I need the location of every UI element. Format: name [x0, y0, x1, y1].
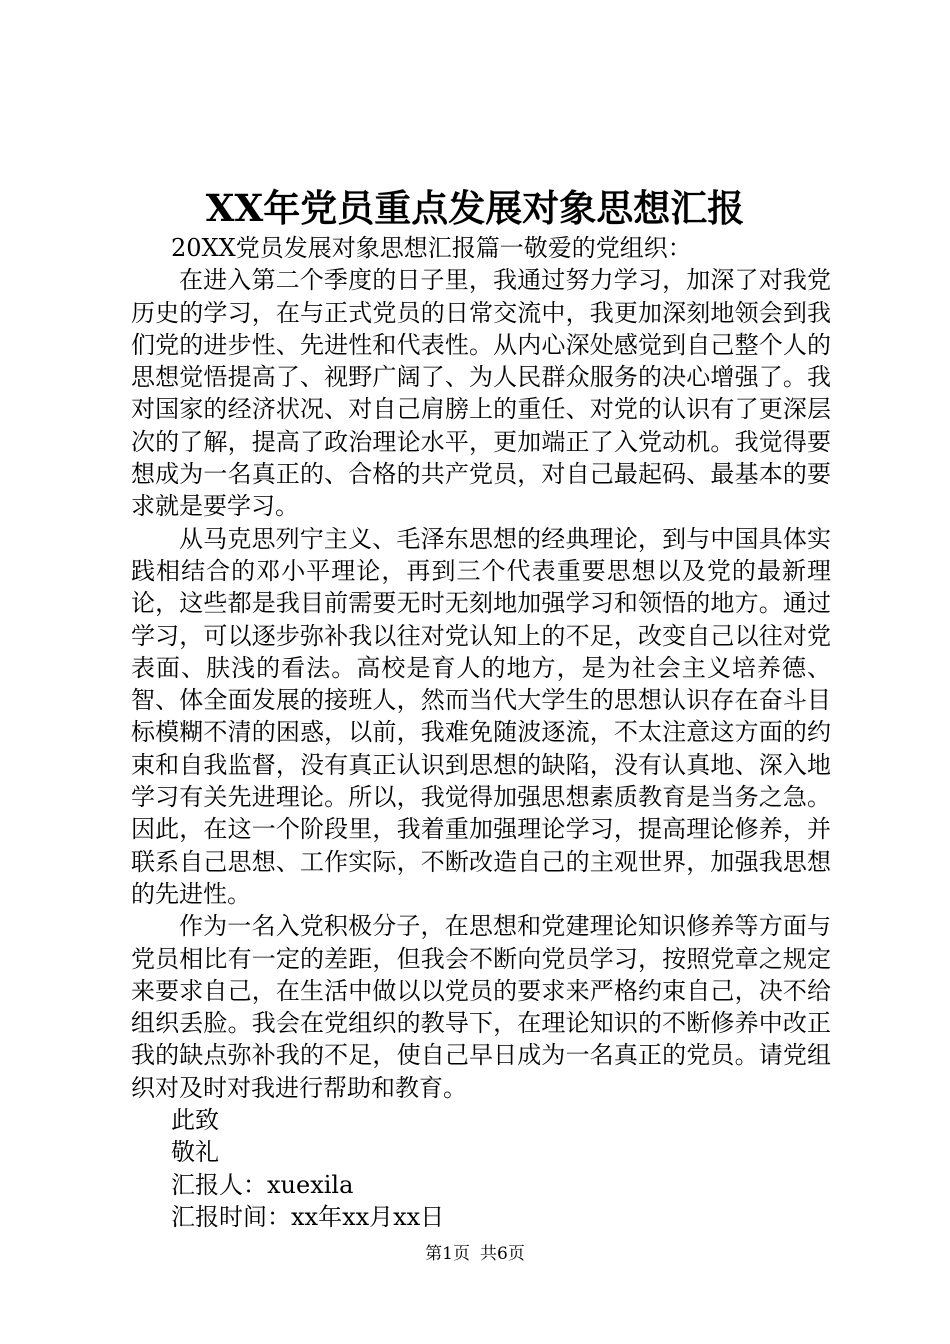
paragraph-1: 在进入第二个季度的日子里，我通过努力学习，加深了对我党历史的学习，在与正式党员的日常交流中，我更加深刻地领会到我们党的进步性、先进性和代表性。从内心深处感觉到自己整个人的思想觉悟提高了、视野广阔了、为人民群众服务的决心增强了。我对国家的经济状况、对自己肩膀上的重任、对党的认识有了更深层次的了解，提高了政治理论水平，更加端正了入党动机。我觉得要想成为一名真正的、合格的共产党员，对自己最起码、最基本的要求就是要学习。	[131, 266, 831, 521]
page-total: 共6页	[480, 1244, 525, 1264]
page-footer	[0, 1242, 950, 1266]
reporter-line: 汇报人：xuexila	[171, 1170, 354, 1199]
intro-line: 20XX党员发展对象思想汇报篇一敬爱的党组织：	[171, 234, 692, 262]
report-time-line: 汇报时间：xx年xx月xx日	[171, 1202, 445, 1231]
paragraph-3: 作为一名入党积极分子，在思想和党建理论知识修养等方面与党员相比有一定的差距，但我会不断向党员学习，按照党章之规定来要求自己，在生活中做以以党员的要求来严格约束自己，决不给组织丢脸。我会在党组织的教导下，在理论知识的不断修养中改正我的缺点弥补我的不足，使自己早日成为一名真正的党员。请党组织对及时对我进行帮助和教育。	[131, 912, 831, 1102]
page-number: 第1页	[425, 1244, 470, 1264]
document-body	[131, 232, 831, 1233]
closing-salutation-2: 敬礼	[171, 1138, 219, 1167]
document-title: XX年党员重点发展对象思想汇报	[205, 186, 745, 230]
paragraph-2: 从马克思列宁主义、毛泽东思想的经典理论，到与中国具体实践相结合的邓小平理论，再到三个代表重要思想以及党的最新理论，这些都是我目前需要无时无刻地加强学习和领悟的地方。通过学习，可以逐步弥补我以往对党认知上的不足，改变自己以往对党表面、肤浅的看法。高校是育人的地方，是为社会主义培养德、智、体全面发展的接班人，然而当代大学生的思想认识存在奋斗目标模糊不清的困惑，以前，我难免随波逐流，不太注意这方面的约束和自我监督，没有真正认识到思想的缺陷，没有认真地、深入地学习有关先进理论。所以，我觉得加强思想素质教育是当务之急。因此，在这一个阶段里，我着重加强理论学习，提高理论修养，并联系自己思想、工作实际，不断改造自己的主观世界，加强我思想的先进性。	[131, 524, 831, 908]
closing-salutation-1: 此致	[171, 1106, 219, 1135]
